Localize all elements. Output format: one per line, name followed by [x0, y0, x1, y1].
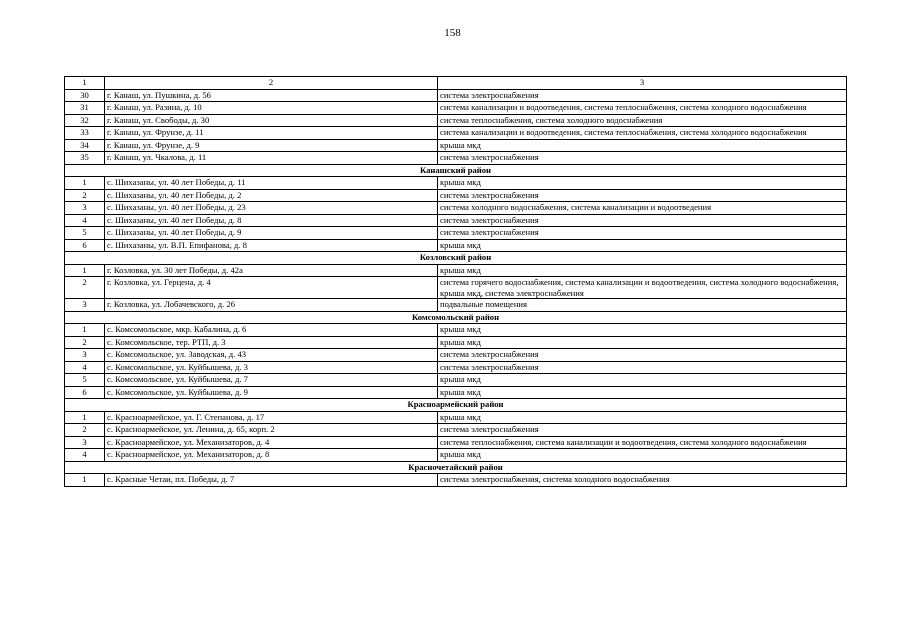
row-number-cell: 4	[65, 449, 105, 462]
row-number-cell: 1	[65, 411, 105, 424]
systems-cell: система электроснабжения	[438, 189, 847, 202]
systems-cell: крыша мкд	[438, 177, 847, 190]
address-cell: г. Козловка, ул. Герцена, д. 4	[105, 277, 438, 299]
address-cell: г. Канаш, ул. Фрунзе, д. 9	[105, 139, 438, 152]
row-number-cell: 1	[65, 324, 105, 337]
table-row	[65, 139, 847, 152]
address-cell: г. Канаш, ул. Фрунзе, д. 11	[105, 127, 438, 140]
table-row	[65, 361, 847, 374]
row-number-cell: 35	[65, 152, 105, 165]
table-row	[65, 114, 847, 127]
table-row	[65, 374, 847, 387]
table-row	[65, 277, 847, 299]
address-cell: с. Красноармейское, ул. Механизаторов, д. 4	[105, 436, 438, 449]
district-title: Красночетайский район	[65, 461, 847, 474]
row-number-cell: 1	[65, 474, 105, 487]
systems-cell: система электроснабжения	[438, 361, 847, 374]
row-number-cell: 2	[65, 424, 105, 437]
buildings-table	[64, 76, 847, 487]
address-cell: с. Комсомольское, ул. Заводская, д. 43	[105, 349, 438, 362]
row-number-cell: 6	[65, 386, 105, 399]
address-cell: г. Канаш, ул. Разина, д. 10	[105, 102, 438, 115]
address-cell: с. Красноармейское, ул. Ленина, д. 65, корп. 2	[105, 424, 438, 437]
row-number-cell: 32	[65, 114, 105, 127]
systems-cell: система электроснабжения	[438, 349, 847, 362]
address-cell: с. Комсомольское, ул. Куйбышева, д. 9	[105, 386, 438, 399]
column-number-row	[65, 77, 847, 90]
systems-cell: крыша мкд	[438, 449, 847, 462]
address-cell: г. Канаш, ул. Чкалова, д. 11	[105, 152, 438, 165]
systems-cell: крыша мкд	[438, 336, 847, 349]
systems-cell: подвальные помещения	[438, 299, 847, 312]
address-cell: с. Шихазаны, ул. В.П. Епифанова, д. 8	[105, 239, 438, 252]
district-title: Комсомольский район	[65, 311, 847, 324]
district-section-row	[65, 164, 847, 177]
systems-cell: система канализации и водоотведения, система теплоснабжения, система холодного водоснабжения	[438, 102, 847, 115]
systems-cell: система электроснабжения	[438, 424, 847, 437]
address-cell: с. Шихазаны, ул. 40 лет Победы, д. 8	[105, 214, 438, 227]
row-number-cell: 5	[65, 374, 105, 387]
systems-cell: крыша мкд	[438, 386, 847, 399]
table-row	[65, 89, 847, 102]
systems-cell: крыша мкд	[438, 139, 847, 152]
row-number-cell: 3	[65, 202, 105, 215]
column-number-1: 1	[65, 77, 105, 90]
address-cell: с. Шихазаны, ул. 40 лет Победы, д. 9	[105, 227, 438, 240]
row-number-cell: 2	[65, 277, 105, 299]
table-row	[65, 411, 847, 424]
district-title: Канашский район	[65, 164, 847, 177]
page-number: 158	[444, 27, 461, 39]
row-number-cell: 6	[65, 239, 105, 252]
systems-cell: система горячего водоснабжения, система канализации и водоотведения, система холодного водоснабжения, крыша мкд, система электроснабжения	[438, 277, 847, 299]
address-cell: г. Канаш, ул. Пушкина, д. 56	[105, 89, 438, 102]
systems-cell: система электроснабжения	[438, 152, 847, 165]
table-row	[65, 102, 847, 115]
row-number-cell: 3	[65, 349, 105, 362]
address-cell: с. Комсомольское, ул. Куйбышева, д. 3	[105, 361, 438, 374]
table-row	[65, 152, 847, 165]
district-section-row	[65, 399, 847, 412]
address-cell: с. Шихазаны, ул. 40 лет Победы, д. 23	[105, 202, 438, 215]
row-number-cell: 2	[65, 336, 105, 349]
table-row	[65, 264, 847, 277]
district-section-row	[65, 311, 847, 324]
table-row	[65, 436, 847, 449]
table-row	[65, 227, 847, 240]
systems-cell: крыша мкд	[438, 264, 847, 277]
systems-cell: крыша мкд	[438, 411, 847, 424]
table-row	[65, 127, 847, 140]
address-cell: г. Козловка, ул. Лобачевского, д. 26	[105, 299, 438, 312]
address-cell: с. Комсомольское, мкр. Кабалина, д. 6	[105, 324, 438, 337]
table-row	[65, 349, 847, 362]
table-row	[65, 177, 847, 190]
table-row	[65, 474, 847, 487]
column-number-2: 2	[105, 77, 438, 90]
systems-cell: система электроснабжения	[438, 227, 847, 240]
row-number-cell: 34	[65, 139, 105, 152]
table-row	[65, 336, 847, 349]
district-title: Красноармейский район	[65, 399, 847, 412]
row-number-cell: 2	[65, 189, 105, 202]
row-number-cell: 31	[65, 102, 105, 115]
row-number-cell: 4	[65, 361, 105, 374]
address-cell: с. Комсомольское, ул. Куйбышева, д. 7	[105, 374, 438, 387]
systems-cell: система электроснабжения	[438, 214, 847, 227]
row-number-cell: 1	[65, 177, 105, 190]
address-cell: с. Красноармейское, ул. Механизаторов, д. 8	[105, 449, 438, 462]
table-row	[65, 239, 847, 252]
district-section-row	[65, 461, 847, 474]
row-number-cell: 4	[65, 214, 105, 227]
systems-cell: система электроснабжения	[438, 89, 847, 102]
address-cell: с. Шихазаны, ул. 40 лет Победы, д. 2	[105, 189, 438, 202]
systems-cell: крыша мкд	[438, 239, 847, 252]
table-row	[65, 299, 847, 312]
systems-cell: система холодного водоснабжения, система канализации и водоотведения	[438, 202, 847, 215]
address-cell: г. Канаш, ул. Свободы, д. 30	[105, 114, 438, 127]
table-row	[65, 202, 847, 215]
row-number-cell: 33	[65, 127, 105, 140]
systems-cell: система канализации и водоотведения, система теплоснабжения, система холодного водоснабжения	[438, 127, 847, 140]
table-row	[65, 324, 847, 337]
row-number-cell: 3	[65, 436, 105, 449]
row-number-cell: 30	[65, 89, 105, 102]
table-row	[65, 424, 847, 437]
address-cell: с. Комсомольское, тер. РТП, д. 3	[105, 336, 438, 349]
systems-cell: крыша мкд	[438, 324, 847, 337]
district-title: Козловский район	[65, 252, 847, 265]
address-cell: с. Красноармейское, ул. Г. Степанова, д. 17	[105, 411, 438, 424]
table-row	[65, 386, 847, 399]
row-number-cell: 5	[65, 227, 105, 240]
systems-cell: крыша мкд	[438, 374, 847, 387]
address-cell: с. Красные Четаи, пл. Победы, д. 7	[105, 474, 438, 487]
address-cell: с. Шихазаны, ул. 40 лет Победы, д. 11	[105, 177, 438, 190]
row-number-cell: 1	[65, 264, 105, 277]
table-row	[65, 214, 847, 227]
district-section-row	[65, 252, 847, 265]
table-row	[65, 449, 847, 462]
table-body	[65, 77, 847, 487]
systems-cell: система теплоснабжения, система холодного водоснабжения	[438, 114, 847, 127]
column-number-3: 3	[438, 77, 847, 90]
row-number-cell: 3	[65, 299, 105, 312]
table-row	[65, 189, 847, 202]
systems-cell: система теплоснабжения, система канализации и водоотведения, система холодного водоснабжения	[438, 436, 847, 449]
address-cell: г. Козловка, ул. 30 лет Победы, д. 42а	[105, 264, 438, 277]
systems-cell: система электроснабжения, система холодного водоснабжения	[438, 474, 847, 487]
